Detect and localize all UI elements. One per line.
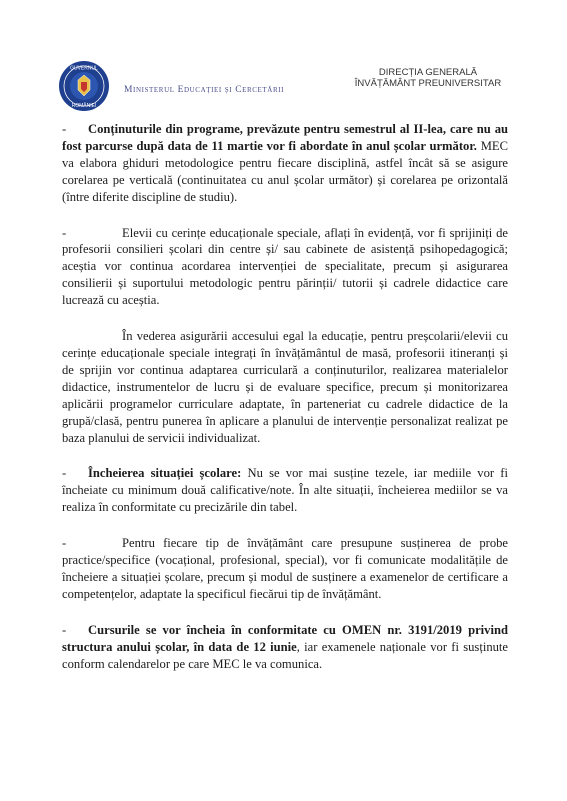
ministry-name: Ministerul Educației și Cercetării — [124, 85, 285, 95]
paragraph-text: Nu se vor mai susține tezele, iar mediile vor fi încheiate cu minimum două calificative/note. În alte situații, încheierea mediilor se va realiza în conformitate cu precizările din tabel. — [62, 466, 508, 515]
letterhead — [58, 60, 528, 112]
svg-text:ROMÂNIEI: ROMÂNIEI — [71, 103, 97, 109]
paragraph-text: Elevii cu cerințe educaționale speciale, aflați în evidență, vor fi sprijiniți de profesorii consilieri școlari din centre și/ sau cabinete de asistență psihopedagogică; aceștia vor continua acordarea intervenției de specialitate, precum și asigurarea consilierii și suportului metodologic pentru părinții/ tutorii și cadrele didactice care lucrează cu aceștia. — [62, 225, 508, 308]
paragraph-equal-access — [62, 328, 508, 446]
paragraph-curriculum — [62, 121, 508, 206]
paragraph-special-needs-students — [62, 225, 508, 310]
bullet-dash: - — [62, 122, 67, 136]
paragraph-text: MEC va elabora ghiduri metodologice pentru fiecare disciplină, astfel încât să se asigure corelarea pe verticală (continuitatea cu anul școlar următor) și corelarea pe orizontală (între diferite discipline de studiu). — [62, 138, 508, 204]
paragraph-practical-exams — [62, 535, 508, 603]
directorate-line-2: ÎNVĂȚĂMÂNT PREUNIVERSITAR — [354, 78, 502, 89]
government-seal-logo — [58, 60, 110, 112]
document-body — [62, 121, 508, 691]
paragraph-school-situation — [62, 465, 508, 516]
paragraph-bold-lead: Încheierea situației școlare: — [88, 466, 242, 481]
bullet-dash: - — [62, 622, 67, 637]
paragraph-text: În vederea asigurării accesului egal la educație, pentru preșcolarii/elevii cu cerințe educaționale speciale integrați în învățământul de masă, profesorii itineranți și de sprijin vor continua adaptarea curriculară a conținuturilor, realizarea materialelor didactice, instrumentelor de lucru și de evaluare specifice, precum și monitorizarea aplicării programelor curriculare adaptate, în parteneriat cu cadrele didactice de la grupă/clasă, pentru punerea în aplicare a planului de intervenție personalizat realizat pe baza planului de servicii individualizat. — [62, 329, 508, 445]
directorate-line-1: DIRECȚIA GENERALĂ — [378, 67, 478, 78]
paragraph-text: Pentru fiecare tip de învățământ care presupune susținerea de probe practice/specifice (vocațional, profesional, special), vor fi comunicate modalitățile de încheiere a situației școlare, precum și modul de susținere a examenelor de certificare a competențelor, adaptate la specificul fiecărui tip de învățământ. — [62, 536, 508, 601]
paragraph-bold-lead: Conținuturile din programe, prevăzute pentru semestrul al II-lea, care nu au fost parcurse după data de 11 martie vor fi abordate în anul școlar următor. — [62, 122, 508, 153]
directorate-name — [328, 67, 528, 89]
bullet-dash: - — [62, 466, 67, 481]
bullet-dash: - — [62, 225, 67, 240]
paragraph-text: , iar examenele naționale vor fi susținute conform calendarelor pe care MEC le va comunica. — [62, 639, 509, 671]
bullet-dash: - — [62, 536, 67, 551]
paragraph-bold-lead: Cursurile se vor încheia în conformitate cu OMEN nr. 3191/2019 privind structura anului școlar, în data de 12 iunie — [62, 622, 508, 654]
svg-text:GUVERNUL: GUVERNUL — [70, 65, 98, 72]
paragraph-courses-end — [62, 622, 508, 673]
